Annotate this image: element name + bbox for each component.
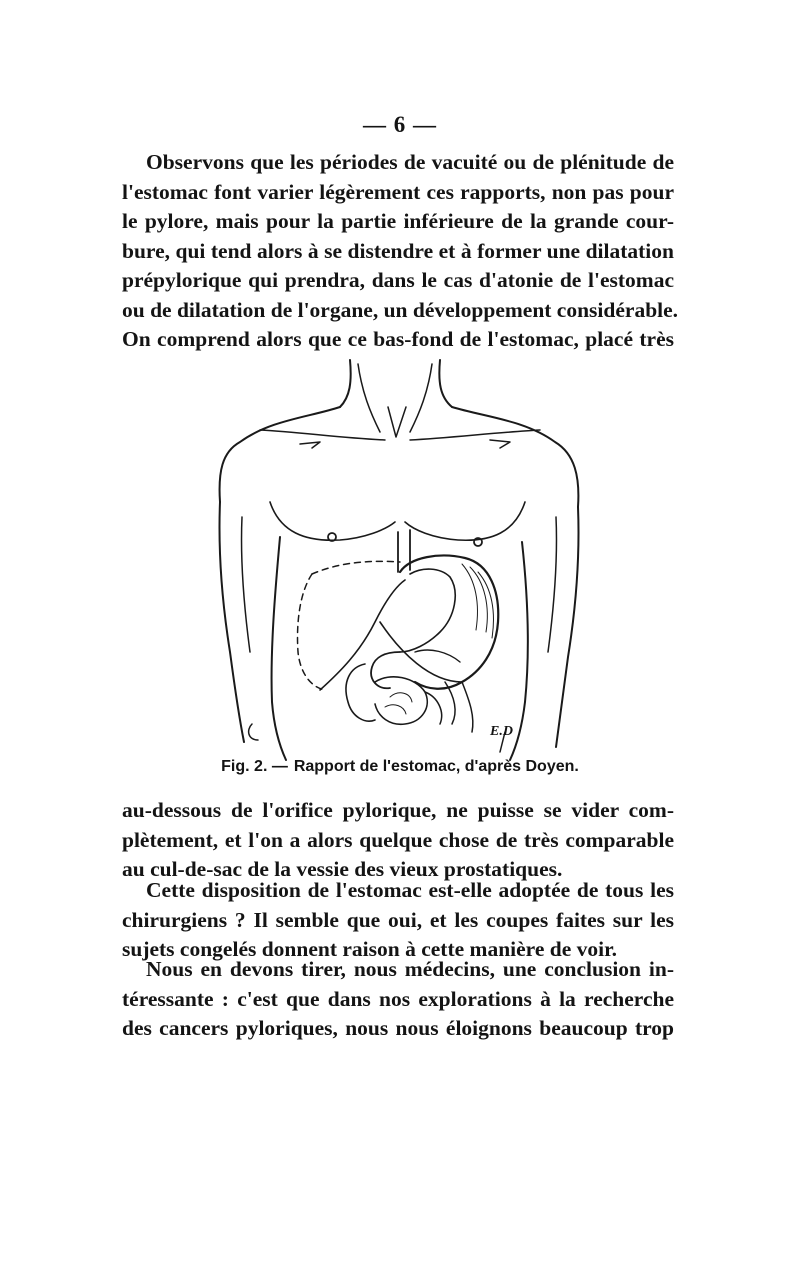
text-line: au cul-de-sac de la vessie des vieux prostatiques. <box>122 857 563 881</box>
text-line: prépylorique qui prendra, dans le cas d'atonie de l'estomac <box>122 268 674 292</box>
text-line: Cette disposition de l'estomac est-elle adoptée de tous les <box>146 878 674 902</box>
text-line: plètement, et l'on a alors quelque chose de très comparable <box>122 827 674 852</box>
anatomical-figure <box>200 352 600 762</box>
text-line: Nous en devons tirer, nous médecins, une conclusion in- <box>146 957 674 981</box>
page-number: — 6 — <box>363 112 437 137</box>
text-line: téressante : c'est que dans nos explorations à la recherche <box>122 986 674 1011</box>
paragraph-4 <box>122 955 674 1044</box>
text-line: On comprend alors que ce bas-fond de l'estomac, placé très <box>122 327 674 351</box>
text-line: chirurgiens ? Il semble que oui, et les coupes faites sur les <box>122 907 674 932</box>
text-line: des cancers pyloriques, nous nous éloignons beaucoup trop <box>122 1016 674 1040</box>
torso-stomach-illustration <box>200 352 600 762</box>
text-line: sujets congelés donnent raison à cette manière de voir. <box>122 937 618 961</box>
figure-label: Fig. 2. — <box>221 758 288 775</box>
figure-caption-text: Rapport de l'estomac, d'après Doyen. <box>293 758 579 775</box>
figure-caption <box>0 758 800 776</box>
text-line: au-dessous de l'orifice pylorique, ne puisse se vider com- <box>122 798 674 822</box>
paragraph-3 <box>122 876 674 965</box>
illustrator-signature: E.D <box>490 724 513 739</box>
text-line: ou de dilatation de l'organe, un développement considérable. <box>122 297 679 322</box>
text-line: bure, qui tend alors à se distendre et à former une dilatation <box>122 238 674 263</box>
text-line: l'estomac font varier légèrement ces rapports, non pas pour <box>122 179 674 204</box>
paragraph-2 <box>122 796 674 885</box>
text-line: le pylore, mais pour la partie inférieure de la grande cour- <box>122 209 674 233</box>
text-line: Observons que les périodes de vacuité ou de plénitude de <box>146 150 674 174</box>
paragraph-1 <box>122 148 679 355</box>
